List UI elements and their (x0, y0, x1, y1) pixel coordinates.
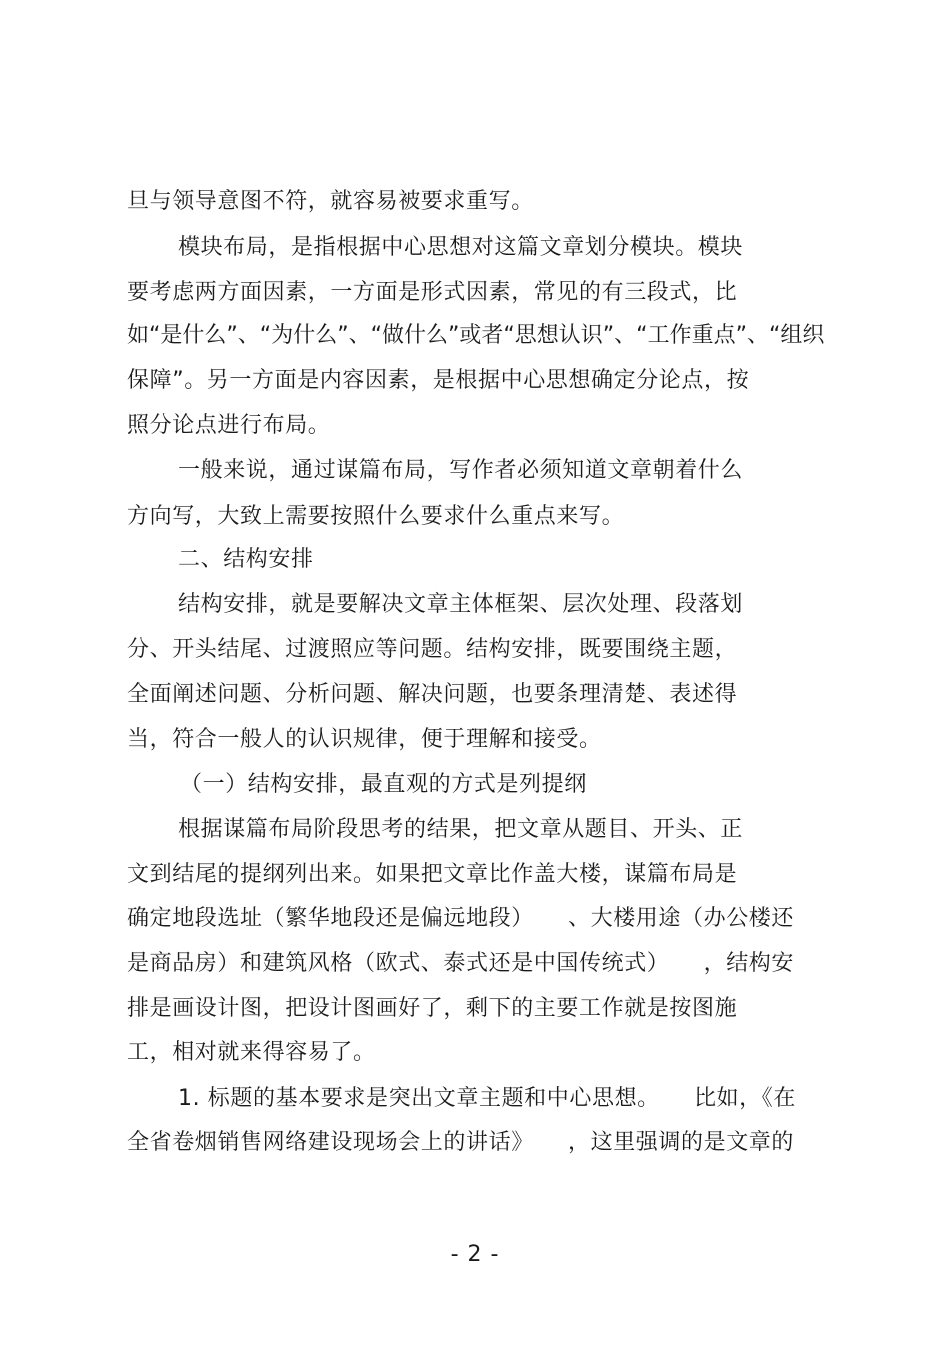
page-number: - 2 - (450, 1242, 500, 1267)
text-line: 如“是什么”、“为什么”、“做什么”或者“思想认识”、“工作重点”、“组织 (127, 323, 825, 348)
subsection-heading: （一）结构安排，最直观的方式是列提纲 (180, 772, 587, 797)
text-line: 1. 标题的基本要求是突出文章主题和中心思想。 比如，《在 (178, 1086, 796, 1111)
text-line: 旦与领导意图不符，就容易被要求重写。 (127, 189, 534, 214)
text-line: 工，相对就来得容易了。 (127, 1040, 376, 1065)
text-line: 是商品房）和建筑风格（欧式、泰式还是中国传统式） ，结构安 (127, 951, 795, 976)
text-line: 要考虑两方面因素，一方面是形式因素，常见的有三段式，比 (127, 280, 738, 305)
text-line: 全省卷烟销售网络建设现场会上的讲话》 ，这里强调的是文章的 (127, 1130, 795, 1155)
text-line: 全面阐述问题、分析问题、解决问题，也要条理清楚、表述得 (127, 682, 738, 707)
text-line: 当，符合一般人的认识规律，便于理解和接受。 (127, 727, 602, 752)
text-line: 分、开头结尾、过渡照应等问题。结构安排，既要围绕主题， (127, 637, 738, 662)
section-heading: 二、结构安排 (178, 547, 314, 572)
text-line: 确定地段选址（繁华地段还是偏远地段） 、大楼用途（办公楼还 (127, 906, 795, 931)
text-line: 结构安排，就是要解决文章主体框架、层次处理、段落划 (178, 592, 744, 617)
text-line: 保障”。另一方面是内容因素，是根据中心思想确定分论点，按 (127, 368, 750, 393)
text-line: 文到结尾的提纲列出来。如果把文章比作盖大楼，谋篇布局是 (127, 862, 738, 887)
text-line: 根据谋篇布局阶段思考的结果，把文章从题目、开头、正 (178, 817, 744, 842)
text-line: 排是画设计图，把设计图画好了，剩下的主要工作就是按图施 (127, 996, 738, 1021)
text-line: 一般来说，通过谋篇布局，写作者必须知道文章朝着什么 (178, 458, 744, 483)
text-line: 模块布局，是指根据中心思想对这篇文章划分模块。模块 (178, 235, 744, 260)
text-line: 方向写，大致上需要按照什么要求什么重点来写。 (127, 504, 625, 529)
text-line: 照分论点进行布局。 (127, 413, 331, 438)
